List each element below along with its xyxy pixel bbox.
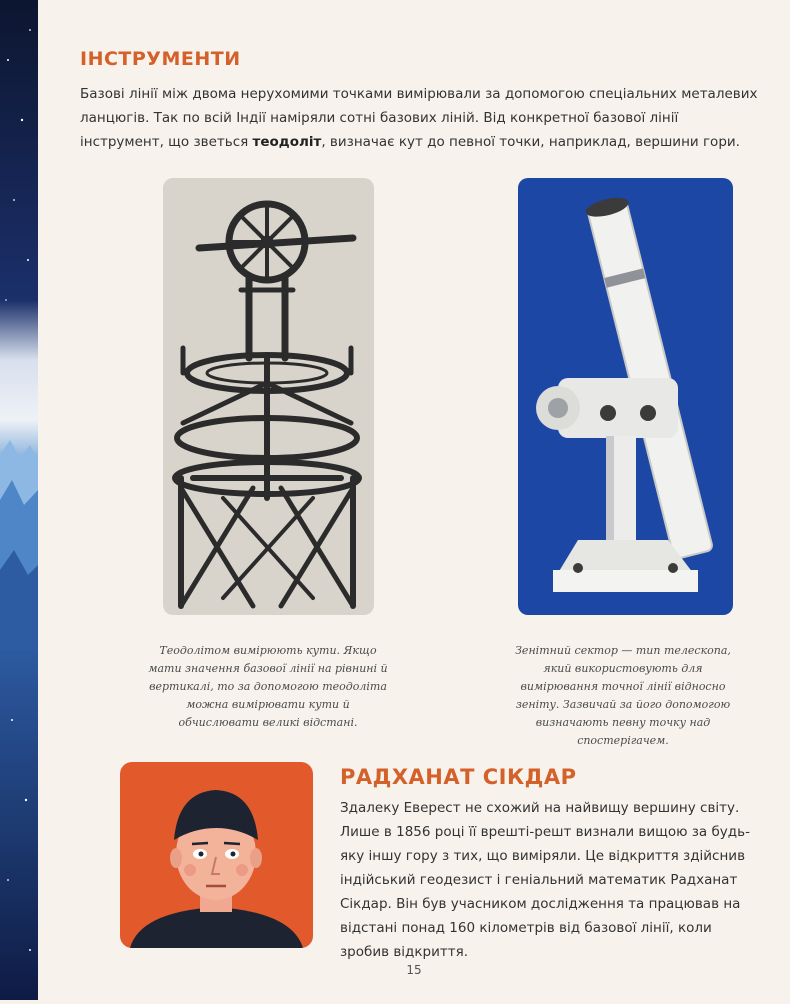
portrait-illustration [120, 762, 313, 948]
person-portrait-icon [120, 762, 313, 948]
bio-title: РАДХАНАТ СІКДАР [340, 765, 577, 789]
theodolite-icon [163, 178, 374, 615]
zenith-caption: Зенітний сектор — тип телескопа, який використовують для вимірювання точної лінії відносно зеніту. Зазвичай за його допомогою визначають певну точку над спостерігачем. [515, 644, 731, 747]
page-number: 15 [406, 963, 422, 977]
section-heading: ІНСТРУМЕНТИ [80, 48, 241, 70]
intro-paragraph [80, 82, 760, 154]
intro-bold-term: теодоліт [252, 134, 322, 150]
theodolite-caption: Теодолітом вимірюють кути. Якщо мати значення базової лінії на рівнині й вертикалі, то за допомогою теодоліта можна вимірювати кути й обчислювати великі відстані. [148, 644, 388, 729]
telescope-icon [518, 178, 733, 615]
book-page [38, 0, 790, 1000]
decorative-side-strip [0, 0, 38, 1000]
bio-paragraph: Здалеку Еверест не схожий на найвищу вершину світу. Лише в 1856 році її врешті-решт визнали вищою за будь-яку іншу гору з тих, що виміряли. Це відкриття здійснив індійський геодезист і геніальний математик Радханат Сікдар. Він був учасником дослідження та працював на відстані понад 160 кілометрів від базової лінії, коли зробив відкриття. [340, 800, 750, 960]
intro-text-end: , визначає кут до певної точки, наприклад, вершини гори. [321, 134, 740, 150]
zenith-sector-illustration [518, 178, 733, 615]
intro-text-start: Базові лінії між двома нерухомими точками вимірювали за допомогою спеціальних металевих ланцюгів. Так по всій Індії наміряли сотні базових ліній. Від конкретної базової лінії інструмент, що зветься [80, 86, 758, 150]
theodolite-illustration [163, 178, 374, 615]
